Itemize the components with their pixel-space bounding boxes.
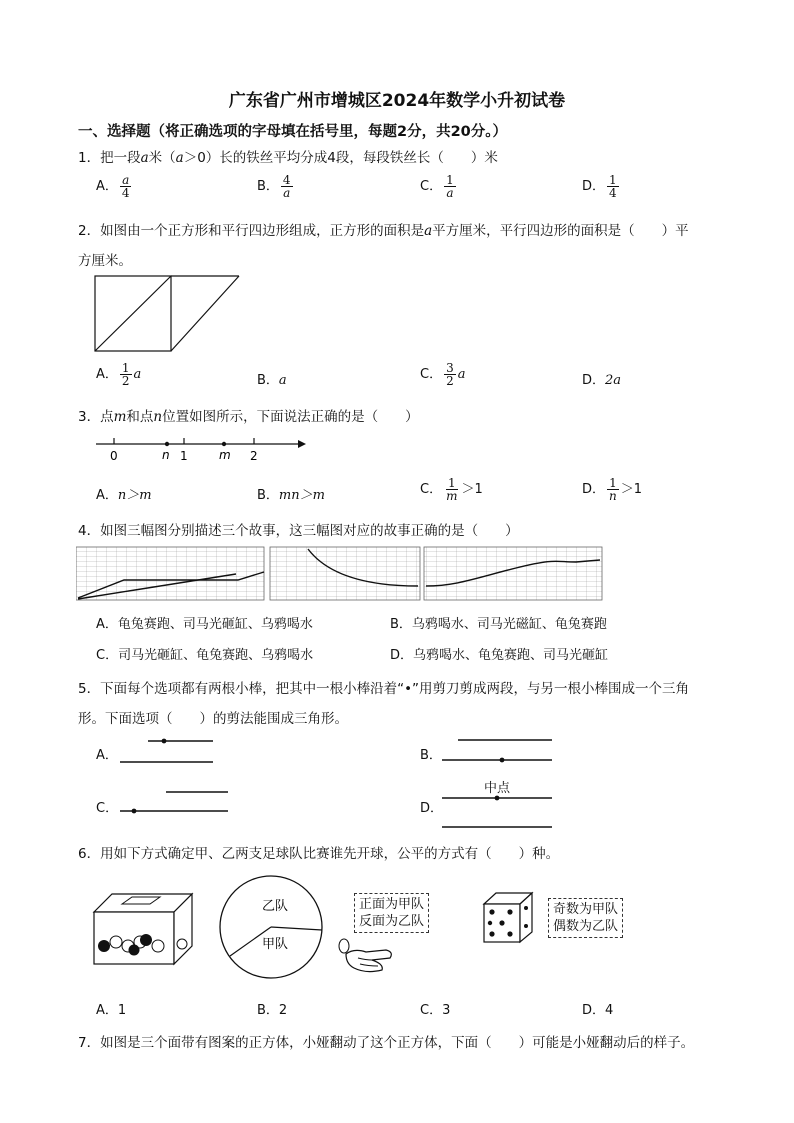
q6-option-d[interactable]: D．4 [582,1003,614,1018]
spinner-figure [218,874,324,980]
question-3: 3．点m和点n位置如图所示，下面说法正确的是（ ） [78,409,419,425]
q4-option-d[interactable]: D．乌鸦喝水、龟兔赛跑、司马光砸缸 [390,648,609,663]
spinner-label-bottom: 甲队 [262,937,289,952]
q5-option-b-label[interactable]: B． [420,748,442,763]
q6-option-a[interactable]: A．1 [96,1003,127,1018]
question-5-line1: 5．下面每个选项都有两根小棒，把其中一根小棒沿着“•”用剪刀剪成两段，与另一根小棒围成一个三角 [78,681,690,697]
q5-option-a-label[interactable]: A． [96,748,118,763]
axis-label-n: n [162,448,170,462]
q4-option-a[interactable]: A．龟兔赛跑、司马光砸缸、乌鸦喝水 [96,617,313,632]
q5-option-d-label[interactable]: D． [420,801,444,816]
axis-label-1: 1 [180,449,188,463]
q2-option-a[interactable]: A． $\frac{1}{2}$ a [96,361,142,388]
q3-option-b[interactable]: B．mn＞m [257,488,325,503]
axis-label-m: m [219,448,231,462]
coin-rule-box: 正面为甲队 反面为乙队 [354,893,429,933]
q2-option-b[interactable]: B．a [257,373,287,388]
q3-option-a[interactable]: A．n＞m [96,488,152,503]
q5-option-c-sticks[interactable] [118,786,230,816]
ball-box-figure [92,890,196,966]
q1-option-b[interactable]: B． $\frac{4}{a}$ [257,173,291,200]
square-parallelogram-figure [94,275,240,353]
q5-option-b-sticks[interactable] [440,734,556,766]
q5-option-a-sticks[interactable] [118,736,218,766]
q1-option-c[interactable]: C． $\frac{1}{a}$ [420,173,454,200]
section-heading: 一、选择题（将正确选项的字母填在括号里，每题2分，共20分。） [78,124,508,140]
q5-option-d-sticks[interactable] [440,790,556,832]
page-title: 广东省广州市增城区2024年数学小升初试卷 [228,91,566,111]
question-7: 7．如图是三个面带有图案的正方体，小娅翻动了这个正方体，下面（ ）可能是小娅翻动后的样子。 [78,1035,695,1051]
question-4: 4．如图三幅图分别描述三个故事，这三幅图对应的故事正确的是（ ） [78,523,519,539]
dice-figure [480,890,536,946]
q4-option-b[interactable]: B．乌鸦喝水、司马光磁缸、龟兔赛跑 [390,617,607,632]
q1-option-a[interactable]: A． $\frac{a}{4}$ [96,173,130,200]
graph-2 [270,547,420,600]
q5-option-c-label[interactable]: C． [96,801,119,816]
q3-option-c[interactable]: C． $\frac{1}{m}$ ＞1 [420,476,483,503]
spinner-label-top: 乙队 [262,899,289,914]
question-5-line2: 形。下面选项（ ）的剪法能围成三角形。 [78,711,348,727]
q6-option-b[interactable]: B．2 [257,1003,288,1018]
q6-option-c[interactable]: C．3 [420,1003,451,1018]
q3-option-d[interactable]: D． $\frac{1}{n}$ ＞1 [582,476,643,503]
question-2-line2: 方厘米。 [78,253,132,269]
q1-option-d[interactable]: D． $\frac{1}{4}$ [582,173,617,200]
question-2: 2．如图由一个正方形和平行四边形组成，正方形的面积是a平方厘米，平行四边形的面积是（ ）平 [78,223,689,239]
q2-option-d[interactable]: D．2a [582,373,622,388]
midpoint-label: 中点 [484,781,511,796]
graph-3 [424,547,602,600]
question-6: 6．用如下方式确定甲、乙两支足球队比赛谁先开球，公平的方式有（ ）种。 [78,846,560,862]
dice-rule-box: 奇数为甲队 偶数为乙队 [548,898,623,938]
number-line [92,432,312,464]
question-1: 1．把一段a米（a＞0）长的铁丝平均分成4段，每段铁丝长（ ）米 [78,150,498,166]
hand-coin-figure [336,934,398,976]
axis-label-0: 0 [110,449,118,463]
story-graphs [76,546,606,602]
q4-option-c[interactable]: C．司马光砸缸、龟兔赛跑、乌鸦喝水 [96,648,314,663]
axis-label-2: 2 [250,449,258,463]
q2-option-c[interactable]: C． $\frac{3}{2}$ a [420,361,466,388]
